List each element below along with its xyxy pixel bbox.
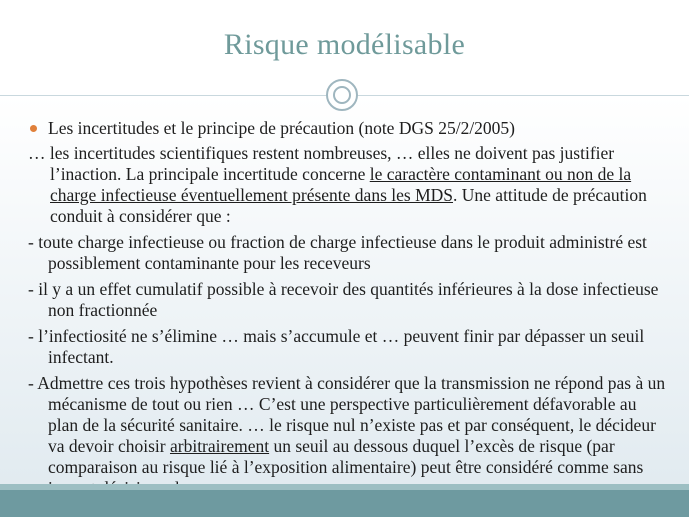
slide-body bbox=[28, 118, 668, 504]
p1-text-c: . Une attitude de précaution conduit à considérer que : bbox=[50, 185, 647, 226]
decorative-inner-circle bbox=[333, 86, 351, 104]
decorative-circle-icon bbox=[326, 79, 358, 111]
p1-underlined-a: le caractère contaminant ou non de la bbox=[369, 164, 632, 184]
bullet-text: Les incertitudes et le principe de précaution (note DGS 25/2/2005) bbox=[48, 118, 516, 138]
p5-underlined: arbitrairement bbox=[169, 436, 270, 456]
paragraph-charge-infectieuse: - toute charge infectieuse ou fraction de charge infectieuse dans le produit administré est possiblement contaminante pour les receveurs bbox=[28, 232, 647, 273]
paragraph-infectiosite: - l’infectiosité ne s’élimine … mais s’accumule et … peuvent finir par dépasser un seuil infectant. bbox=[28, 326, 645, 367]
bullet-item bbox=[28, 118, 668, 139]
paragraph-effet-cumulatif: - il y a un effet cumulatif possible à recevoir des quantités inférieures à la dose infectieuse non fractionnée bbox=[28, 279, 659, 320]
p1-underlined-b: charge infectieuse éventuellement présente dans les MDS bbox=[50, 185, 454, 205]
paragraph-hypotheses bbox=[28, 373, 668, 499]
paragraph-incertitudes bbox=[28, 143, 668, 227]
p5-text-b: un seuil au dessous duquel l’excès de risque (par comparaison au risque lié à l’exposition alimentaire) peut être considéré comme sans bbox=[48, 436, 644, 477]
footer-band-highlight bbox=[0, 484, 689, 490]
slide-title: Risque modélisable bbox=[223, 28, 466, 61]
bullet-dot-icon bbox=[30, 125, 37, 132]
p1-text-a: … les incertitudes scientifiques restent nombreuses, … elles ne doivent pas justifier l’inaction. La principale incertitude concerne bbox=[28, 143, 615, 184]
p5-text-a: - Admettre ces trois hypothèses revient à considérer que la transmission ne répond pas à un mécanisme de tout ou rien … C’est une perspective particulièrement défavorable au plan de la sécurité sanitaire. … le risque nul n’existe pas et par conséquent, le décideur va devoir choisir bbox=[28, 373, 666, 456]
